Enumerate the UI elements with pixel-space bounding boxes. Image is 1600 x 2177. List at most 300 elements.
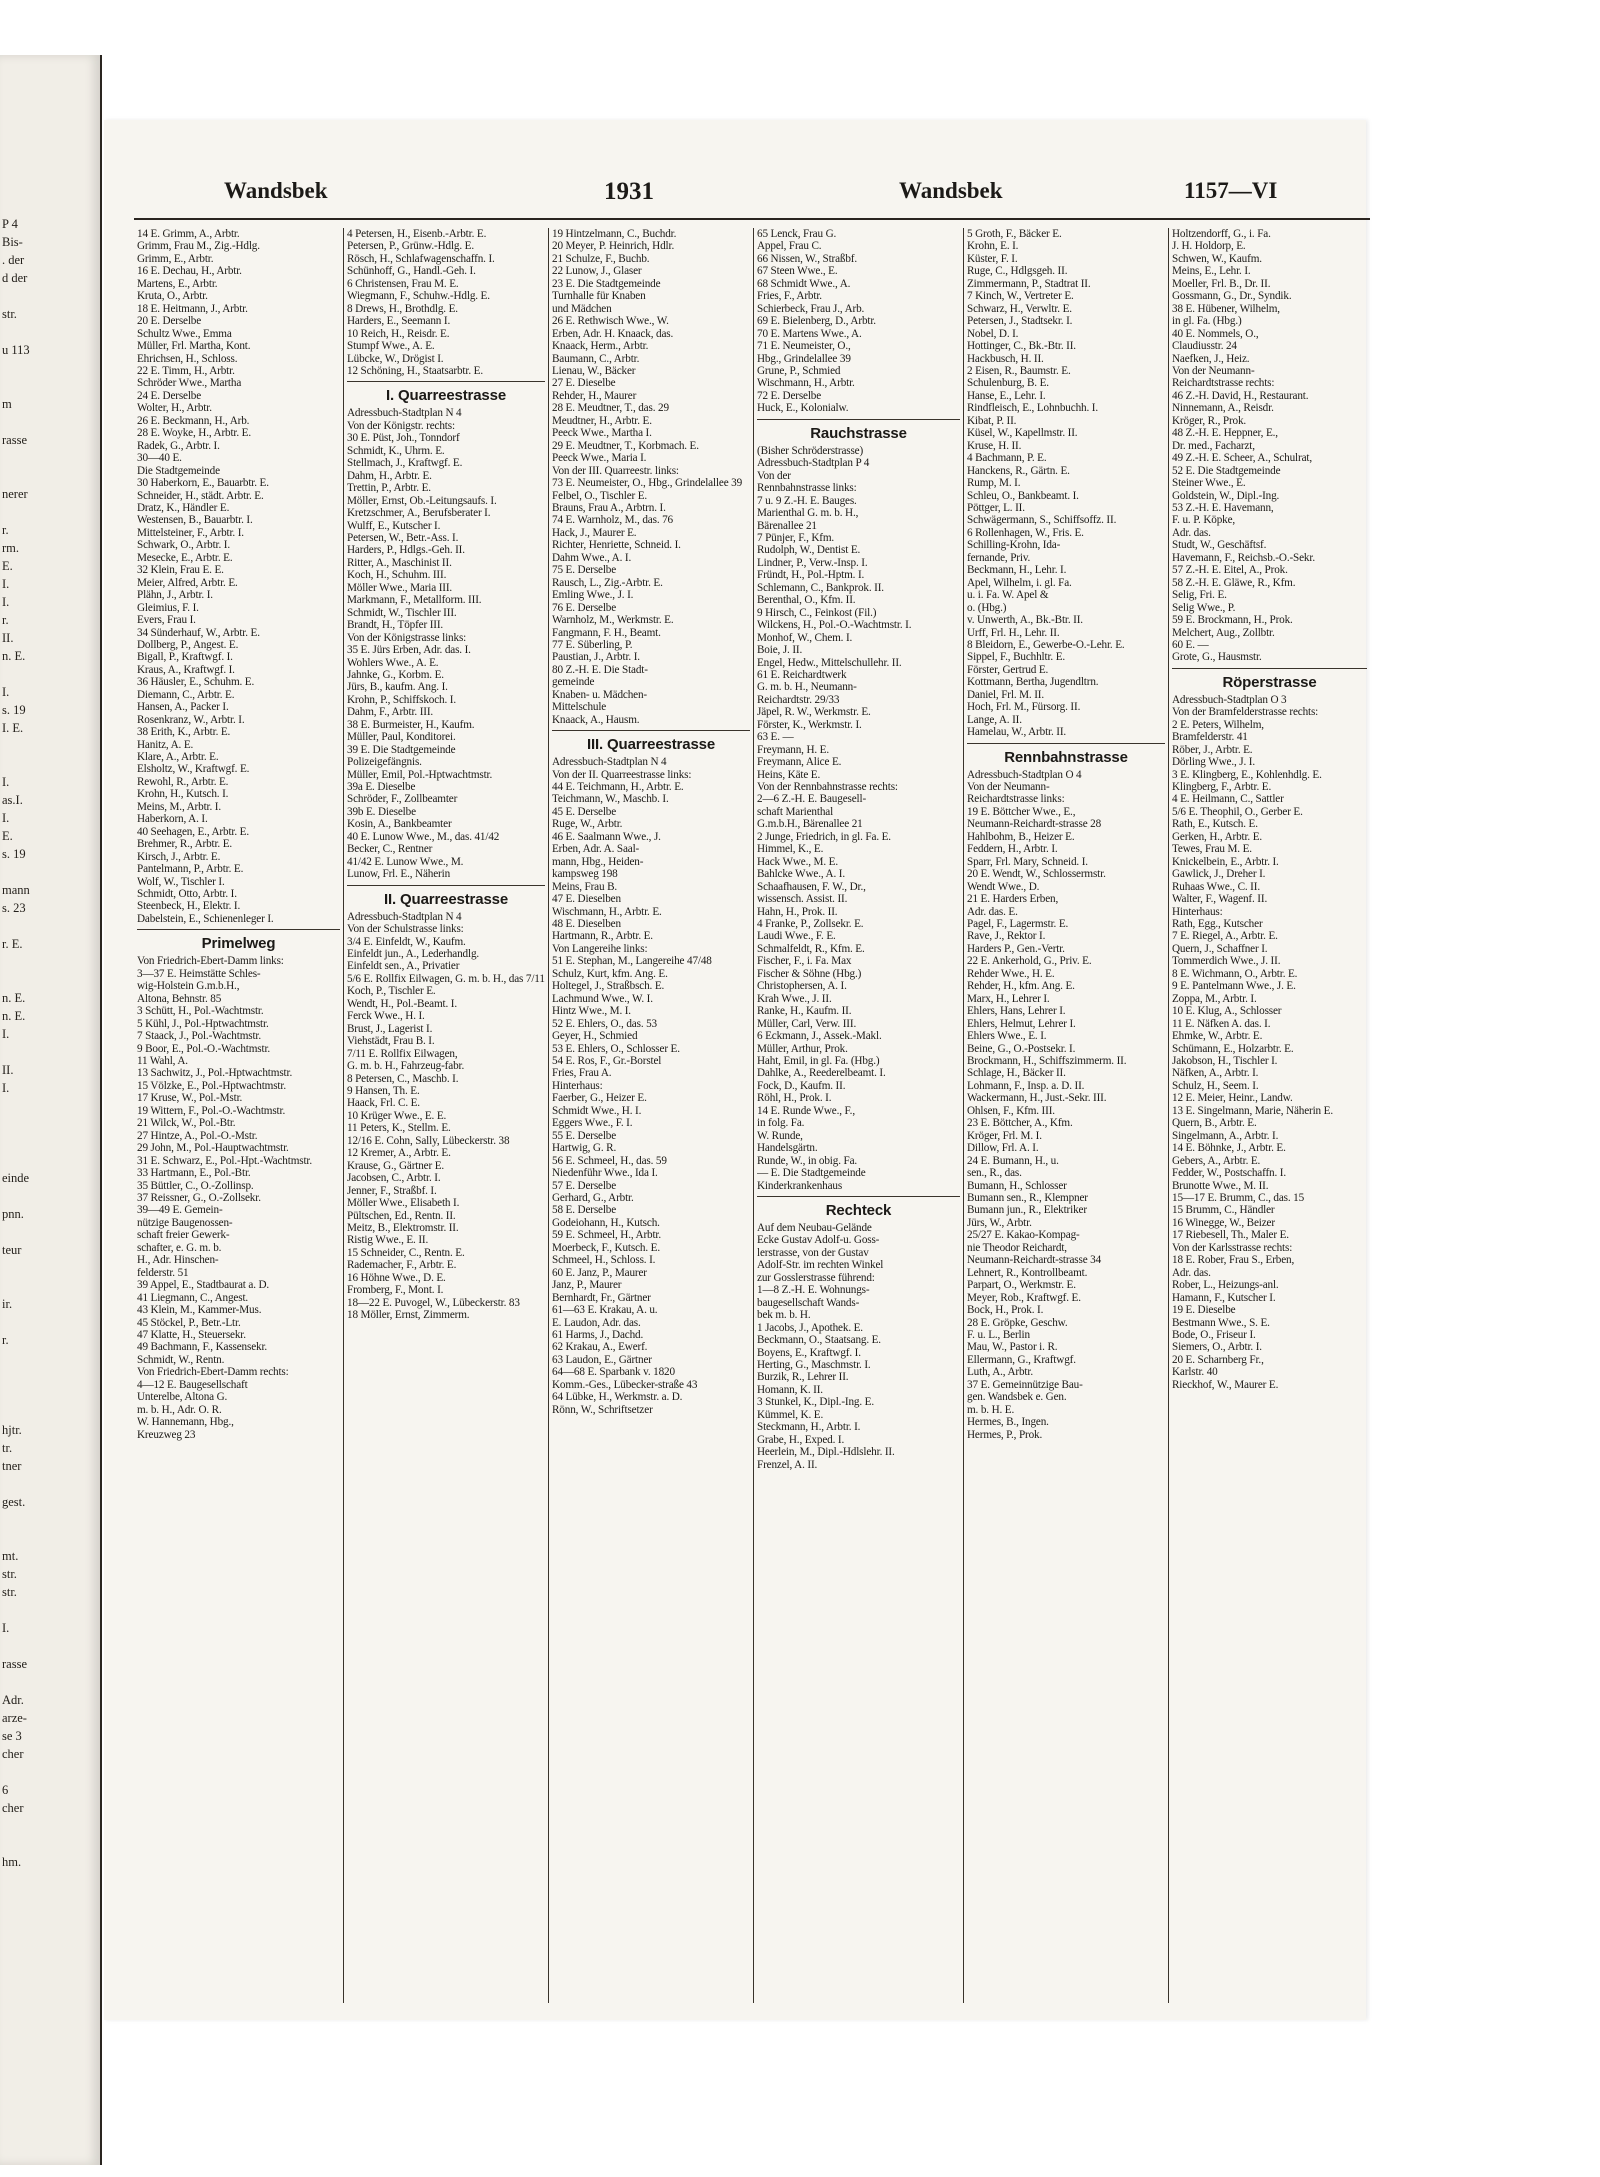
directory-entry: 17 Riebesell, Th., Maler E. xyxy=(1172,1229,1289,1242)
header-page-number: 1157—VI xyxy=(1184,178,1278,203)
directory-entry: 56 E. Schmeel, H., das. 59 xyxy=(552,1154,667,1167)
directory-entry: Quern, J., Schaffner I. xyxy=(1172,942,1268,955)
directory-entry: Wiegmann, F., Schuhw.-Hdlg. E. xyxy=(347,290,490,303)
directory-entry: 51 E. Stephan, M., Langereihe 47/48 xyxy=(552,955,712,968)
directory-entry: Petersen, J., Stadtsekr. I. xyxy=(967,315,1073,328)
directory-entry: 15 Völzke, E., Pol.-Hptwachtmstr. xyxy=(137,1079,286,1092)
header-left-title: Wandsbek xyxy=(224,178,328,203)
directory-entry: 24 E. Derselbe xyxy=(137,389,202,402)
directory-entry: Nobel, D. I. xyxy=(967,327,1019,340)
directory-entry: 76 E. Derselbe xyxy=(552,601,617,614)
directory-entry: Studt, W., Geschäftsf. xyxy=(1172,539,1267,552)
directory-entry: Steenbeck, H., Elektr. I. xyxy=(137,900,241,913)
directory-entry: gen. Wandsbek e. Gen. xyxy=(967,1391,1067,1404)
directory-entry: m. b. H., Adr. O. R. xyxy=(137,1403,222,1416)
margin-fragment: I. xyxy=(2,1081,10,1095)
directory-entry: Ritter, A., Maschinist II. xyxy=(347,556,452,569)
directory-entry: Wolter, H., Arbtr. xyxy=(137,402,212,415)
directory-entry: Meins, E., Lehr. I. xyxy=(1172,265,1251,278)
directory-entry: Ruhaas Wwe., C. II. xyxy=(1172,880,1260,893)
directory-entry: Einfeldt sen., A., Privatier xyxy=(347,960,460,973)
directory-entry: J. H. Holdorp, E. xyxy=(1172,240,1246,253)
directory-entry: Von der Königstrasse links: xyxy=(347,631,467,644)
directory-entry: Schultz Wwe., Emma xyxy=(137,327,232,340)
directory-entry: nie Theodor Reichardt, xyxy=(967,1241,1067,1254)
directory-entry: Hahlbohm, B., Heizer E. xyxy=(967,830,1075,843)
directory-entry: Fries, Frau A. xyxy=(552,1067,612,1080)
directory-entry: Schierbeck, Frau J., Arb. xyxy=(757,302,865,315)
directory-entry: 18 E. Rober, Frau S., Erben, xyxy=(1172,1254,1295,1267)
directory-entry: Hermes, P., Prok. xyxy=(967,1428,1043,1441)
directory-entry: 48 Z.-H. E. Heppner, E., xyxy=(1172,427,1278,440)
directory-entry: Schröder Wwe., Martha xyxy=(137,377,242,390)
street-heading: II. Quarreestrasse xyxy=(347,885,545,911)
directory-entry: Mittelsteiner, F., Arbtr. I. xyxy=(137,526,244,539)
directory-entry: Hamelau, W., Arbtr. II. xyxy=(967,726,1067,739)
margin-fragment: s. 19 xyxy=(2,703,26,717)
directory-entry: 8 Petersen, C., Maschb. I. xyxy=(347,1072,459,1085)
directory-entry: Bock, H., Prok. I. xyxy=(967,1304,1044,1317)
margin-fragment xyxy=(2,377,98,395)
directory-entry: Hoch, Frl. M., Fürsorg. II. xyxy=(967,701,1081,714)
directory-entry: 28 E. Gröpke, Geschw. xyxy=(967,1316,1068,1329)
margin-fragment: r. xyxy=(2,613,9,627)
directory-entry: 29 E. Meudtner, T., Korbmach. E. xyxy=(552,439,699,452)
directory-entry: Krah Wwe., J. II. xyxy=(757,992,832,1005)
directory-entry: Reichardtstrasse rechts: xyxy=(1172,377,1275,390)
margin-fragment: mt. xyxy=(2,1549,19,1563)
margin-fragment: m xyxy=(2,397,12,411)
directory-entry: 48 E. Dieselben xyxy=(552,918,621,931)
directory-entry: schafter, e. G. m. b. xyxy=(137,1241,222,1254)
margin-fragment xyxy=(2,1673,98,1691)
directory-entry: Pültschen, Ed., Rentn. II. xyxy=(347,1209,456,1222)
directory-entry: Wischmann, H., Arbtr. E. xyxy=(552,905,662,918)
directory-entry: Claudiusstr. 24 xyxy=(1172,340,1237,353)
directory-entry: Huck, E., Kolonialw. xyxy=(757,402,849,415)
directory-entry: Rober, L., Heizungs-anl. xyxy=(1172,1279,1279,1292)
directory-entry: Handelsgärtn. xyxy=(757,1142,818,1155)
directory-entry: Homann, K. II. xyxy=(757,1383,823,1396)
margin-fragment: tr. xyxy=(2,1441,13,1455)
directory-entry: 19 Wittern, F., Pol.-O.-Wachtmstr. xyxy=(137,1104,286,1117)
directory-entry: 14 E. Grimm, A., Arbtr. xyxy=(137,228,240,240)
directory-entry: Jakobson, H., Tischler I. xyxy=(1172,1055,1278,1067)
directory-entry: 74 E. Warnholz, M., das. 76 xyxy=(552,514,673,527)
directory-entry: 46 Z.-H. David, H., Restaurant. xyxy=(1172,389,1309,402)
directory-entry: Bahlcke Wwe., A. I. xyxy=(757,868,845,881)
directory-entry: Grune, P., Schmied xyxy=(757,364,841,377)
directory-entry: Von der III. Quarreestr. links: xyxy=(552,464,679,477)
directory-entry: Steiner Wwe., E. xyxy=(1172,477,1246,490)
directory-entry: Boie, J. II. xyxy=(757,644,803,657)
directory-entry: Ehlers Wwe., E. I. xyxy=(967,1030,1047,1043)
directory-entry: Schneider, H., städt. Arbtr. E. xyxy=(137,489,264,502)
directory-entry: Felbel, O., Tischler E. xyxy=(552,489,648,502)
directory-entry: 18 Möller, Ernst, Zimmerm. xyxy=(347,1309,470,1322)
directory-entry: Gebers, A., Arbtr. E. xyxy=(1172,1154,1261,1167)
directory-entry: 44 E. Teichmann, H., Arbtr. E. xyxy=(552,781,684,794)
directory-entry: 6 Rollenhagen, W., Fris. E. xyxy=(967,526,1084,539)
directory-entry: Fries, F., Arbtr. xyxy=(757,290,822,303)
directory-entry: 2 E. Peters, Wilhelm, xyxy=(1172,718,1264,731)
directory-entry: 30 E. Püst, Joh., Tonndorf xyxy=(347,432,460,445)
directory-entry: Luth, A., Arbtr. xyxy=(967,1366,1033,1379)
margin-fragment: gest. xyxy=(2,1495,26,1509)
directory-entry: Fedder, W., Postschaffn. I. xyxy=(1172,1167,1286,1180)
directory-entry: Brust, J., Lagerist I. xyxy=(347,1022,433,1035)
directory-entry: 36 Häusler, E., Schuhm. E. xyxy=(137,676,255,689)
directory-entry: 7 Kinch, W., Vertreter E. xyxy=(967,290,1074,303)
directory-entry: Knaack, Herm., Arbtr. xyxy=(552,340,649,353)
directory-entry: felderstr. 51 xyxy=(137,1266,189,1279)
directory-page xyxy=(104,120,1366,2020)
directory-entry: fernande, Priv. xyxy=(967,551,1031,564)
directory-entry: Havemann, F., Reichsb.-O.-Sekr. xyxy=(1172,551,1315,564)
directory-entry: Selig, Fri. E. xyxy=(1172,589,1227,602)
directory-entry: Rademacher, F., Arbtr. E. xyxy=(347,1259,457,1272)
directory-entry: Niedenführ Wwe., Ida I. xyxy=(552,1167,658,1180)
directory-entry: nützige Baugenossen- xyxy=(137,1216,233,1229)
directory-entry: Müller, Carl, Verw. III. xyxy=(757,1017,857,1030)
directory-entry: Hackbusch, H. II. xyxy=(967,352,1044,365)
directory-entry: Singelmann, A., Arbtr. I. xyxy=(1172,1129,1279,1142)
directory-entry: Rewohl, R., Arbtr. E. xyxy=(137,775,229,788)
directory-entry: 40 Seehagen, E., Arbtr. E. xyxy=(137,825,249,838)
directory-entry: Petersen, W., Betr.-Ass. I. xyxy=(347,531,459,544)
directory-entry: Warnholz, M., Werkmstr. E. xyxy=(552,614,674,627)
directory-entry: Die Stadtgemeinde xyxy=(137,464,220,477)
column-5 xyxy=(964,228,1169,2003)
directory-entry: Wischmann, H., Arbtr. xyxy=(757,377,855,390)
margin-fragment xyxy=(2,737,98,755)
directory-entry: Neumann-Reichardt-strasse 34 xyxy=(967,1254,1102,1267)
directory-entry: 7 E. Riegel, A., Arbtr. E. xyxy=(1172,930,1278,943)
directory-entry: Unterelbe, Altona G. xyxy=(137,1391,228,1404)
directory-entry: Schmeel, H., Schloss. I. xyxy=(552,1254,656,1267)
directory-entry: 4 Franke, P., Zollsekr. E. xyxy=(757,918,864,931)
margin-fragment xyxy=(2,917,98,935)
directory-entry: Pantelmann, P., Arbtr. E. xyxy=(137,863,244,876)
margin-fragment xyxy=(2,1475,98,1493)
directory-entry: Lehnert, R., Kontrollbeamt. xyxy=(967,1266,1088,1279)
margin-fragment xyxy=(2,1223,98,1241)
directory-entry: Christophersen, A. I. xyxy=(757,980,847,993)
directory-entry: Gerken, H., Arbtr. E. xyxy=(1172,830,1263,843)
margin-fragment: I. xyxy=(2,685,10,699)
directory-entry: Marienthal G. m. b. H., xyxy=(757,507,859,520)
directory-entry: 26 E. Beckmann, H., Arb. xyxy=(137,414,250,427)
margin-fragment: d der xyxy=(2,271,28,285)
directory-entry: Schaafhausen, F. W., Dr., xyxy=(757,880,866,893)
directory-entry: Reichardtstrasse links: xyxy=(967,793,1065,806)
directory-entry: 3—37 E. Heimstätte Schles- xyxy=(137,967,261,980)
directory-entry: Selig Wwe., P. xyxy=(1172,601,1236,614)
directory-entry: 23 E. Böttcher, A., Kfm. xyxy=(967,1117,1073,1130)
directory-entry: Lange, A. II. xyxy=(967,713,1022,726)
directory-entry: Mittelschule xyxy=(552,701,607,714)
directory-entry: 21 E. Harders Erben, xyxy=(967,893,1059,906)
directory-entry: 12 Kremer, A., Arbtr. E. xyxy=(347,1147,451,1160)
directory-entry: 77 E. Süberling, P. xyxy=(552,638,633,651)
directory-entry: Laudi Wwe., F. E. xyxy=(757,930,836,943)
directory-entry: Bernhardt, Fr., Gärtner xyxy=(552,1291,651,1304)
directory-entry: Ehrichsen, H., Schloss. xyxy=(137,352,238,365)
margin-fragment xyxy=(2,1187,98,1205)
directory-entry: 16 Höhne Wwe., D. E. xyxy=(347,1271,446,1284)
directory-entry: 32 Klein, Frau E. E. xyxy=(137,564,224,577)
directory-entry: 71 E. Neumeister, O., xyxy=(757,340,851,353)
directory-entry: Wolf, W., Tischler I. xyxy=(137,875,225,888)
margin-fragment xyxy=(2,1871,98,1889)
directory-entry: Brockmann, H., Schiffszimmerm. II. xyxy=(967,1055,1127,1067)
directory-entry: 11 E. Näfken A. das. I. xyxy=(1172,1017,1271,1030)
directory-entry: Näfken, A., Arbtr. I. xyxy=(1172,1067,1259,1080)
directory-entry: Peeck Wwe., Martha I. xyxy=(552,427,652,440)
directory-entry: Grimm, E., Arbtr. xyxy=(137,252,214,265)
directory-entry: Geyer, H., Schmied xyxy=(552,1030,638,1043)
directory-entry: Peeck Wwe., Maria I. xyxy=(552,452,647,465)
directory-entry: 17 Kruse, W., Pol.-Mstr. xyxy=(137,1092,243,1105)
directory-entry: 57 E. Derselbe xyxy=(552,1179,617,1192)
directory-entry: 1 Jacobs, J., Apothek. E. xyxy=(757,1321,863,1334)
left-page-edge xyxy=(0,55,102,2165)
directory-entry: Meins, M., Arbtr. I. xyxy=(137,800,222,813)
directory-entry: 20 E. Wendt, W., Schlossermstr. xyxy=(967,868,1106,881)
directory-entry: Hinterhaus: xyxy=(552,1079,603,1092)
directory-entry: lerstrasse, von der Gustav xyxy=(757,1246,869,1259)
directory-entry: Ehlers, Hans, Lehrer I. xyxy=(967,1005,1066,1018)
directory-entry: Fock, D., Kaufm. II. xyxy=(757,1079,846,1092)
directory-entry: Hottinger, C., Bk.-Btr. II. xyxy=(967,340,1076,353)
directory-entry: Turnhalle für Knaben xyxy=(552,290,646,303)
directory-entry: Hermes, B., Ingen. xyxy=(967,1416,1049,1429)
directory-entry: Meins, Frau B. xyxy=(552,880,618,893)
directory-entry: Schulz, Kurt, kfm. Ang. E. xyxy=(552,967,668,980)
directory-entry: Ranke, H., Kaufm. II. xyxy=(757,1005,852,1018)
directory-entry: 13 Sachwitz, J., Pol.-Hptwachtmstr. xyxy=(137,1067,293,1080)
directory-entry: 10 Reich, H., Reisdr. E. xyxy=(347,327,450,340)
directory-entry: Müller, Frl. Martha, Kont. xyxy=(137,340,251,353)
directory-entry: 20 E. Scharnberg Fr., xyxy=(1172,1353,1264,1366)
directory-entry: bek m. b. H. xyxy=(757,1309,811,1322)
directory-entry: F. u. L., Berlin xyxy=(967,1328,1030,1341)
directory-entry: Adolf-Str. im rechten Winkel xyxy=(757,1259,884,1272)
directory-entry: Von der Karlsstrasse rechts: xyxy=(1172,1241,1293,1254)
directory-entry: Schröder, F., Zollbeamter xyxy=(347,793,458,806)
directory-entry: Von der Schulstrasse links: xyxy=(347,923,464,936)
margin-fragment xyxy=(2,1385,98,1403)
directory-entry: Kröger, R., Prok. xyxy=(1172,414,1247,427)
directory-entry: Quern, B., Arbtr. E. xyxy=(1172,1117,1257,1130)
directory-entry: Von der Bramfelderstrasse rechts: xyxy=(1172,706,1319,719)
margin-fragment xyxy=(2,1601,98,1619)
directory-entry: Schünhoff, G., Handl.-Geh. I. xyxy=(347,265,476,278)
directory-entry: Von der Neumann- xyxy=(1172,364,1255,377)
directory-entry: Beckmann, H., Lehr. I. xyxy=(967,564,1067,577)
directory-entry: 39—49 E. Gemein- xyxy=(137,1204,223,1217)
directory-entry: 73 E. Neumeister, O., Hbg., Grindelallee 39 xyxy=(552,477,743,490)
directory-entry: Von Friedrich-Ebert-Damm rechts: xyxy=(137,1366,289,1379)
directory-entry: 47 Klatte, H., Steuersekr. xyxy=(137,1328,246,1341)
directory-entry: schaft freier Gewerk- xyxy=(137,1229,230,1242)
directory-entry: Adressbuch-Stadtplan O 4 xyxy=(967,768,1082,781)
directory-entry: 35 E. Jürs Erben, Adr. das. I. xyxy=(347,644,471,657)
directory-entry: Röhl, H., Prok. I. xyxy=(757,1092,832,1105)
directory-entry: Krause, G., Gärtner E. xyxy=(347,1159,445,1172)
directory-entry: Radek, G., Arbtr. I. xyxy=(137,439,220,452)
header-right-title: Wandsbek xyxy=(899,178,1003,203)
directory-entry: Erben, Adr. A. Saal- xyxy=(552,843,640,856)
directory-entry: 15 Schneider, C., Rentn. E. xyxy=(347,1246,465,1259)
directory-entry: Sippel, F., Buchhltr. E. xyxy=(967,651,1066,664)
margin-fragment: arze- xyxy=(2,1711,27,1725)
directory-entry: 57 Z.-H. E. Eitel, A., Prok. xyxy=(1172,564,1288,577)
margin-fragment: E. xyxy=(2,559,13,573)
directory-entry: G. m. b. H., Fahrzeug-fabr. xyxy=(347,1060,465,1073)
directory-entry: Petersen, P., Grünw.-Hdlg. E. xyxy=(347,240,474,253)
directory-entry: Engel, Hedw., Mittelschullehr. II. xyxy=(757,656,902,669)
directory-entry: 38 E. Hübener, Wilhelm, xyxy=(1172,302,1280,315)
directory-entry: Knaben- u. Mädchen- xyxy=(552,688,648,701)
directory-entry: Urff, Frl. H., Lehr. II. xyxy=(967,626,1060,639)
directory-entry: 6 Christensen, Frau M. E. xyxy=(347,277,459,290)
margin-fragment: eindе xyxy=(2,1171,30,1185)
directory-entry: Küsel, W., Kapellmstr. II. xyxy=(967,427,1078,440)
directory-entry: Koch, H., Schuhm. III. xyxy=(347,569,447,582)
directory-entry: Berenthal, O., Kfm. II. xyxy=(757,594,856,607)
street-heading: III. Quarreestrasse xyxy=(552,730,750,756)
directory-entry: Haack, Frl. C. E. xyxy=(347,1097,420,1110)
directory-entry: Hahn, H., Prok. II. xyxy=(757,905,838,918)
directory-entry: Bumann sen., R., Klempner xyxy=(967,1191,1088,1204)
margin-fragment: II. xyxy=(2,1063,14,1077)
directory-entry: wig-Holstein G.m.b.H., xyxy=(137,980,240,993)
directory-entry: Sparr, Frl. Mary, Schneid. I. xyxy=(967,855,1088,868)
directory-entry: Ferck Wwe., H. I. xyxy=(347,1010,425,1023)
directory-entry: Wilckens, H., Pol.-O.-Wachtmstr. I. xyxy=(757,619,912,632)
directory-entry: 59 E. Brockmann, H., Prok. xyxy=(1172,614,1293,627)
margin-fragment: rasse xyxy=(2,1657,27,1671)
margin-fragment: str. xyxy=(2,1585,17,1599)
directory-entry: Bärenallee 21 xyxy=(757,519,817,532)
directory-entry: Schilling-Krohn, Ida- xyxy=(967,539,1061,552)
directory-entry: 38 Erith, K., Arbtr. E. xyxy=(137,726,231,739)
directory-entry: Schmidt, Otto, Arbtr. I. xyxy=(137,888,237,901)
margin-fragment xyxy=(2,971,98,989)
margin-fragment: teur xyxy=(2,1243,22,1257)
directory-entry: Lachmund Wwe., W. I. xyxy=(552,992,653,1005)
directory-entry: Boyens, E., Kraftwgf. I. xyxy=(757,1346,861,1359)
directory-entry: Röber, J., Arbtr. E. xyxy=(1172,743,1253,756)
margin-fragment: tner xyxy=(2,1459,22,1473)
directory-entry: Adressbuch-Stadtplan N 4 xyxy=(552,756,667,769)
directory-entry: 12/16 E. Cohn, Sally, Lübeckerstr. 38 xyxy=(347,1134,510,1147)
directory-entry: Möller Wwe., Elisabeth I. xyxy=(347,1197,460,1210)
directory-entry: 65 Lenck, Frau G. xyxy=(757,228,837,240)
directory-entry: 69 E. Bielenberg, D., Arbtr. xyxy=(757,315,876,328)
directory-entry: Pöttger, L. II. xyxy=(967,501,1025,514)
directory-entry: Jahnke, G., Korbm. E. xyxy=(347,668,444,681)
column-1 xyxy=(134,228,344,2003)
directory-entry: Fischer, F., i. Fa. Max xyxy=(757,955,852,968)
directory-entry: Dahlke, A., Reederelbeamt. I. xyxy=(757,1067,886,1080)
directory-entry: 39 Appel, E., Stadtbaurat a. D. xyxy=(137,1279,270,1292)
directory-entry: Rudolph, W., Dentist E. xyxy=(757,544,861,557)
directory-entry: Elsholtz, W., Kraftwgf. E. xyxy=(137,763,250,776)
directory-entry: 26 E. Rethwisch Wwe., W. xyxy=(552,315,669,328)
margin-fragment: hjtr. xyxy=(2,1423,22,1437)
margin-fragment: I. E. xyxy=(2,721,24,735)
margin-fragment: r. E. xyxy=(2,937,23,951)
directory-entry: Rave, J., Rektor I. xyxy=(967,930,1046,943)
margin-fragment xyxy=(2,503,98,521)
directory-entry: Ecke Gustav Adolf-u. Goss- xyxy=(757,1234,880,1247)
directory-entry: 41 Liegmann, C., Angest. xyxy=(137,1291,249,1304)
directory-entry: Kruse, H. II. xyxy=(967,439,1022,452)
directory-entry: Adressbuch-Stadtplan P 4 xyxy=(757,457,870,470)
directory-entry: 63 Laudon, E., Gärtner xyxy=(552,1353,652,1366)
directory-entry: Viehstädt, Frau B. I. xyxy=(347,1035,435,1048)
directory-entry: 49 Z.-H. E. Scheer, A., Schulrat, xyxy=(1172,452,1313,465)
header-rule xyxy=(134,218,1370,220)
directory-entry: Himmel, K., E. xyxy=(757,843,824,856)
directory-entry: 5/6 E. Rollfix Eilwagen, G. m. b. H., das 7/11 xyxy=(347,972,545,985)
directory-entry: (Bisher Schröderstrasse) xyxy=(757,444,864,457)
directory-entry: Siemers, O., Arbtr. I. xyxy=(1172,1341,1262,1354)
directory-entry: Apel, Wilhelm, i. gl. Fa. xyxy=(967,576,1072,589)
directory-entry: Wackermann, H., Just.-Sekr. III. xyxy=(967,1092,1107,1105)
margin-fragment xyxy=(2,1313,98,1331)
directory-entry: 14 E. Böhnke, J., Arbtr. E. xyxy=(1172,1142,1286,1155)
directory-entry: Tommerdich Wwe., J. II. xyxy=(1172,955,1281,968)
margin-fragment xyxy=(2,1403,98,1421)
directory-entry: 2—6 Z.-H. E. Baugesell- xyxy=(757,793,867,806)
directory-entry: Grote, G., Hausmstr. xyxy=(1172,651,1262,664)
margin-fragment xyxy=(2,449,98,467)
directory-entry: 39b E. Dieselbe xyxy=(347,805,416,818)
directory-entry: Tewes, Frau M. E. xyxy=(1172,843,1252,856)
directory-entry: 45 Stöckel, P., Betr.-Ltr. xyxy=(137,1316,241,1329)
margin-fragment: r. xyxy=(2,523,9,537)
directory-entry: Förster, Gertrud E. xyxy=(967,663,1049,676)
directory-entry: Beckmann, O., Staatsang. E. xyxy=(757,1334,881,1347)
directory-entry: Kröger, Frl. M. I. xyxy=(967,1129,1042,1142)
directory-entry: 12 Schöning, H., Staatsarbtr. E. xyxy=(347,364,483,377)
directory-entry: Auf dem Neubau-Gelände xyxy=(757,1221,872,1234)
directory-entry: Einfeldt jun., A., Lederhandlg. xyxy=(347,948,480,961)
directory-entry: Jenner, F., Straßbf. I. xyxy=(347,1184,437,1197)
directory-entry: Frenzel, A. II. xyxy=(757,1458,818,1471)
directory-entry: Gleimius, F. I. xyxy=(137,601,199,614)
directory-entry: 9 E. Pantelmann Wwe., J. E. xyxy=(1172,980,1296,993)
directory-entry: Von der II. Quarreestrasse links: xyxy=(552,768,692,781)
directory-entry: 64—68 E. Sparbank v. 1820 xyxy=(552,1366,675,1379)
directory-entry: o. (Hbg.) xyxy=(967,601,1007,614)
directory-entry: Marx, H., Lehrer I. xyxy=(967,992,1050,1005)
margin-fragment: r. xyxy=(2,1333,9,1347)
directory-entry: Von der Neumann- xyxy=(967,781,1050,794)
directory-entry: Parpart, O., Werkmstr. E. xyxy=(967,1279,1076,1292)
margin-fragment xyxy=(2,755,98,773)
directory-entry: 28 E. Meudtner, T., das. 29 xyxy=(552,402,669,415)
directory-entry: Lindner, P., Verw.-Insp. I. xyxy=(757,556,868,569)
directory-entry: Stellmach, J., Kraftwgf. E. xyxy=(347,457,463,470)
directory-entry: Adressbuch-Stadtplan N 4 xyxy=(347,910,462,923)
margin-fragment xyxy=(2,1277,98,1295)
directory-entry: Melchert, Aug., Zollbtr. xyxy=(1172,626,1275,639)
directory-entry: 30—40 E. xyxy=(137,452,182,465)
